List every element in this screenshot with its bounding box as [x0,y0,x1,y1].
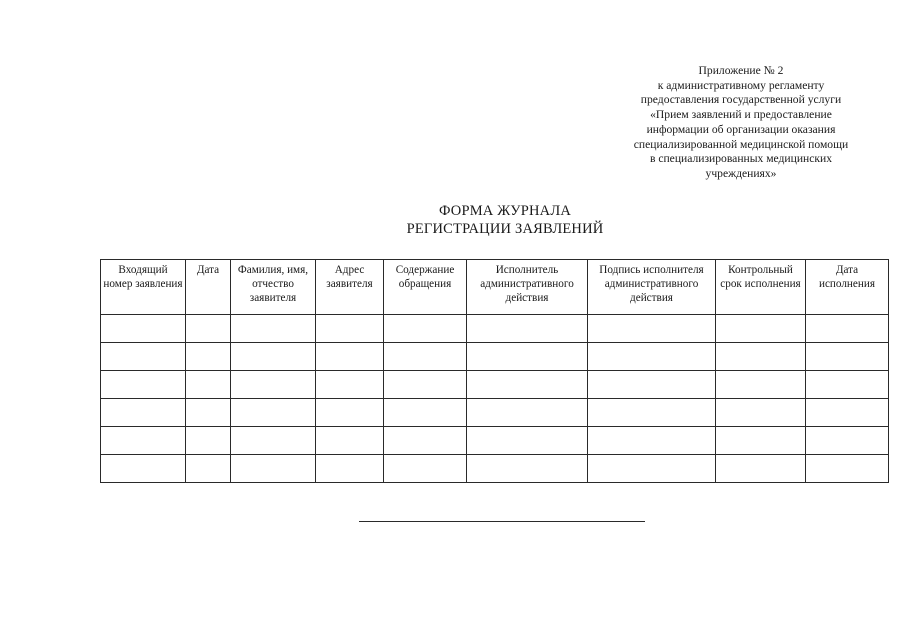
table-cell [588,399,716,427]
table-row [101,315,889,343]
table-cell [384,455,467,483]
table-cell [186,455,231,483]
table-cell [588,427,716,455]
table-cell [231,427,316,455]
table-cell [716,371,806,399]
table-cell [231,343,316,371]
table-cell [384,399,467,427]
table-cell [716,399,806,427]
title-line-2: РЕГИСТРАЦИИ ЗАЯВЛЕНИЙ [406,221,604,237]
table-row [101,427,889,455]
table-cell [101,427,186,455]
table-cell [186,343,231,371]
table-cell [316,399,384,427]
table-cell [588,315,716,343]
table-cell [806,371,889,399]
table-cell [716,315,806,343]
table-cell [806,455,889,483]
table-cell [384,315,467,343]
signature-line [359,521,645,522]
table-cell [384,427,467,455]
appendix-note [596,64,886,182]
appendix-line: информации об организации оказания [646,122,836,136]
table-cell [186,427,231,455]
table-cell [806,315,889,343]
column-header-executor-signature: Подпись исполнителя административного действия [588,260,716,315]
appendix-line: Приложение № 2 [698,64,784,77]
table-cell [806,343,889,371]
table-cell [231,455,316,483]
table-cell [716,343,806,371]
table-cell [467,399,588,427]
appendix-line: учреждениях» [705,166,777,180]
table-cell [467,371,588,399]
table-cell [101,399,186,427]
table-cell [384,343,467,371]
appendix-line: в специализированных медицинских [649,152,833,166]
appendix-line: специализированной медицинской помощи [633,137,849,151]
document-title [330,202,680,238]
table-row [101,399,889,427]
table-cell [101,343,186,371]
table-cell [588,455,716,483]
registration-journal-table [100,259,889,483]
table-row [101,343,889,371]
table-cell [316,343,384,371]
table-cell [316,427,384,455]
table-cell [588,343,716,371]
table-cell [716,455,806,483]
table-cell [467,343,588,371]
table-cell [231,315,316,343]
table-cell [316,455,384,483]
appendix-line: предоставления государственной услуги [640,93,842,107]
table-cell [467,315,588,343]
column-header-applicant-name: Фамилия, имя, отчество заявителя [231,260,316,315]
appendix-line: к административному регламенту [657,78,825,92]
table-cell [716,427,806,455]
table-cell [588,371,716,399]
table-cell [101,371,186,399]
table-cell [316,371,384,399]
table-row [101,455,889,483]
table-cell [384,371,467,399]
table-cell [231,371,316,399]
title-line-1: ФОРМА ЖУРНАЛА [438,203,572,219]
column-header-control-deadline: Контрольный срок исполнения [716,260,806,315]
table-cell [186,399,231,427]
column-header-executor: Исполнитель административного действия [467,260,588,315]
table-cell [806,427,889,455]
column-header-execution-date: Дата исполнения [806,260,889,315]
table-header-row [101,260,889,315]
appendix-line: «Прием заявлений и предоставление [650,108,832,122]
column-header-applicant-address: Адрес заявителя [316,260,384,315]
table-cell [806,399,889,427]
column-header-request-content: Содержание обращения [384,260,467,315]
table-body [101,315,889,483]
table-cell [231,399,316,427]
table-row [101,371,889,399]
table-cell [101,455,186,483]
table-cell [467,455,588,483]
table-cell [467,427,588,455]
column-header-date: Дата [186,260,231,315]
table-cell [186,315,231,343]
table-cell [101,315,186,343]
table-cell [186,371,231,399]
column-header-incoming-number: Входящий номер заявления [101,260,186,315]
table-cell [316,315,384,343]
